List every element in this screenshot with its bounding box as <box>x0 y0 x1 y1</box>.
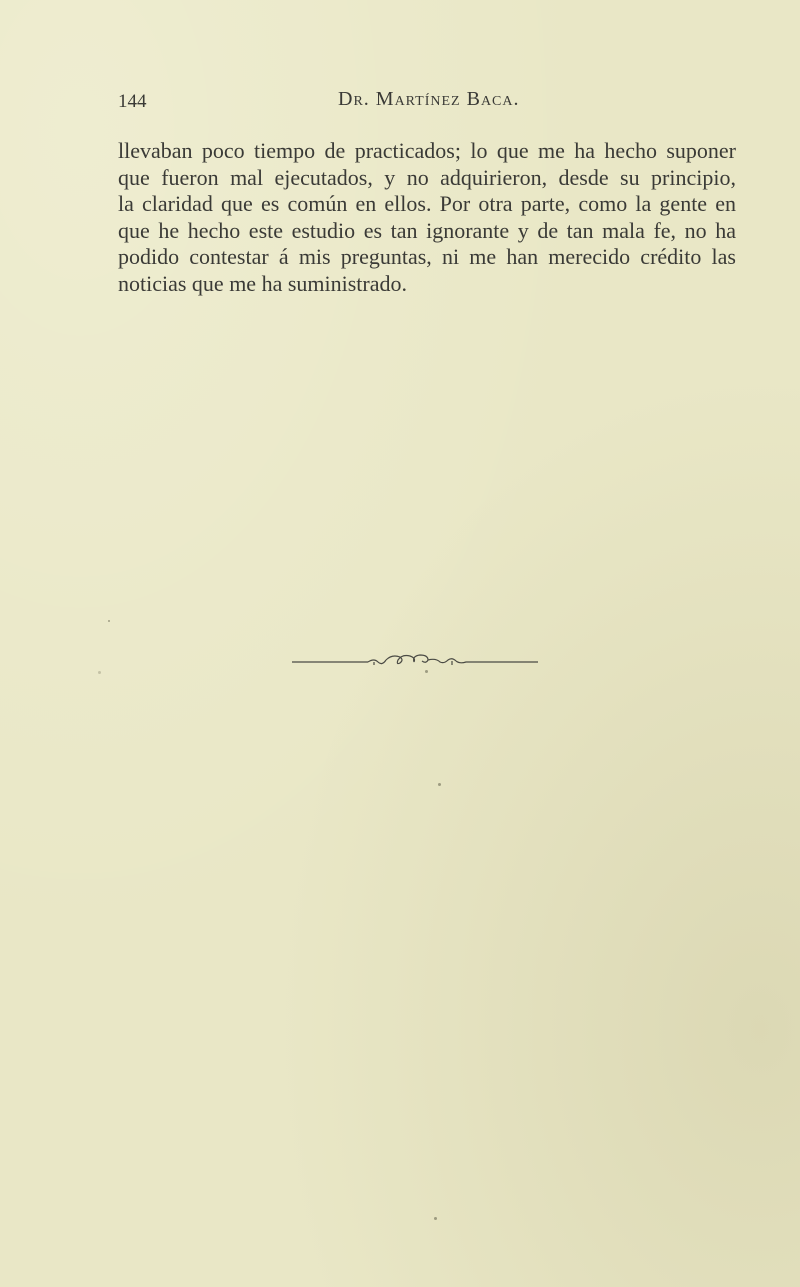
text-line: la claridad que es común en ellos. Por otra parte, como la gente en <box>118 191 736 216</box>
text-line: llevaban poco tiempo de practicados; lo que me ha hecho suponer <box>118 138 736 163</box>
body-paragraph <box>118 138 736 297</box>
text-line: podido contestar á mis preguntas, ni me han merecido crédito las <box>118 244 736 269</box>
text-line: que fueron mal ejecutados, y no adquirieron, desde su principio, <box>118 164 736 190</box>
running-head: Dr. Martínez Baca. <box>338 88 520 110</box>
print-speck <box>438 783 441 786</box>
print-speck <box>98 671 101 674</box>
print-speck <box>425 670 428 673</box>
print-speck <box>434 1217 437 1220</box>
tailpiece-ornament-icon <box>290 648 540 670</box>
print-speck <box>108 620 110 622</box>
page-number: 144 <box>118 91 147 112</box>
text-line: que he hecho este estudio es tan ignorante y de tan mala fe, no ha <box>118 217 736 243</box>
text-line: noticias que me ha suministrado. <box>118 270 407 296</box>
page-header <box>118 88 730 116</box>
